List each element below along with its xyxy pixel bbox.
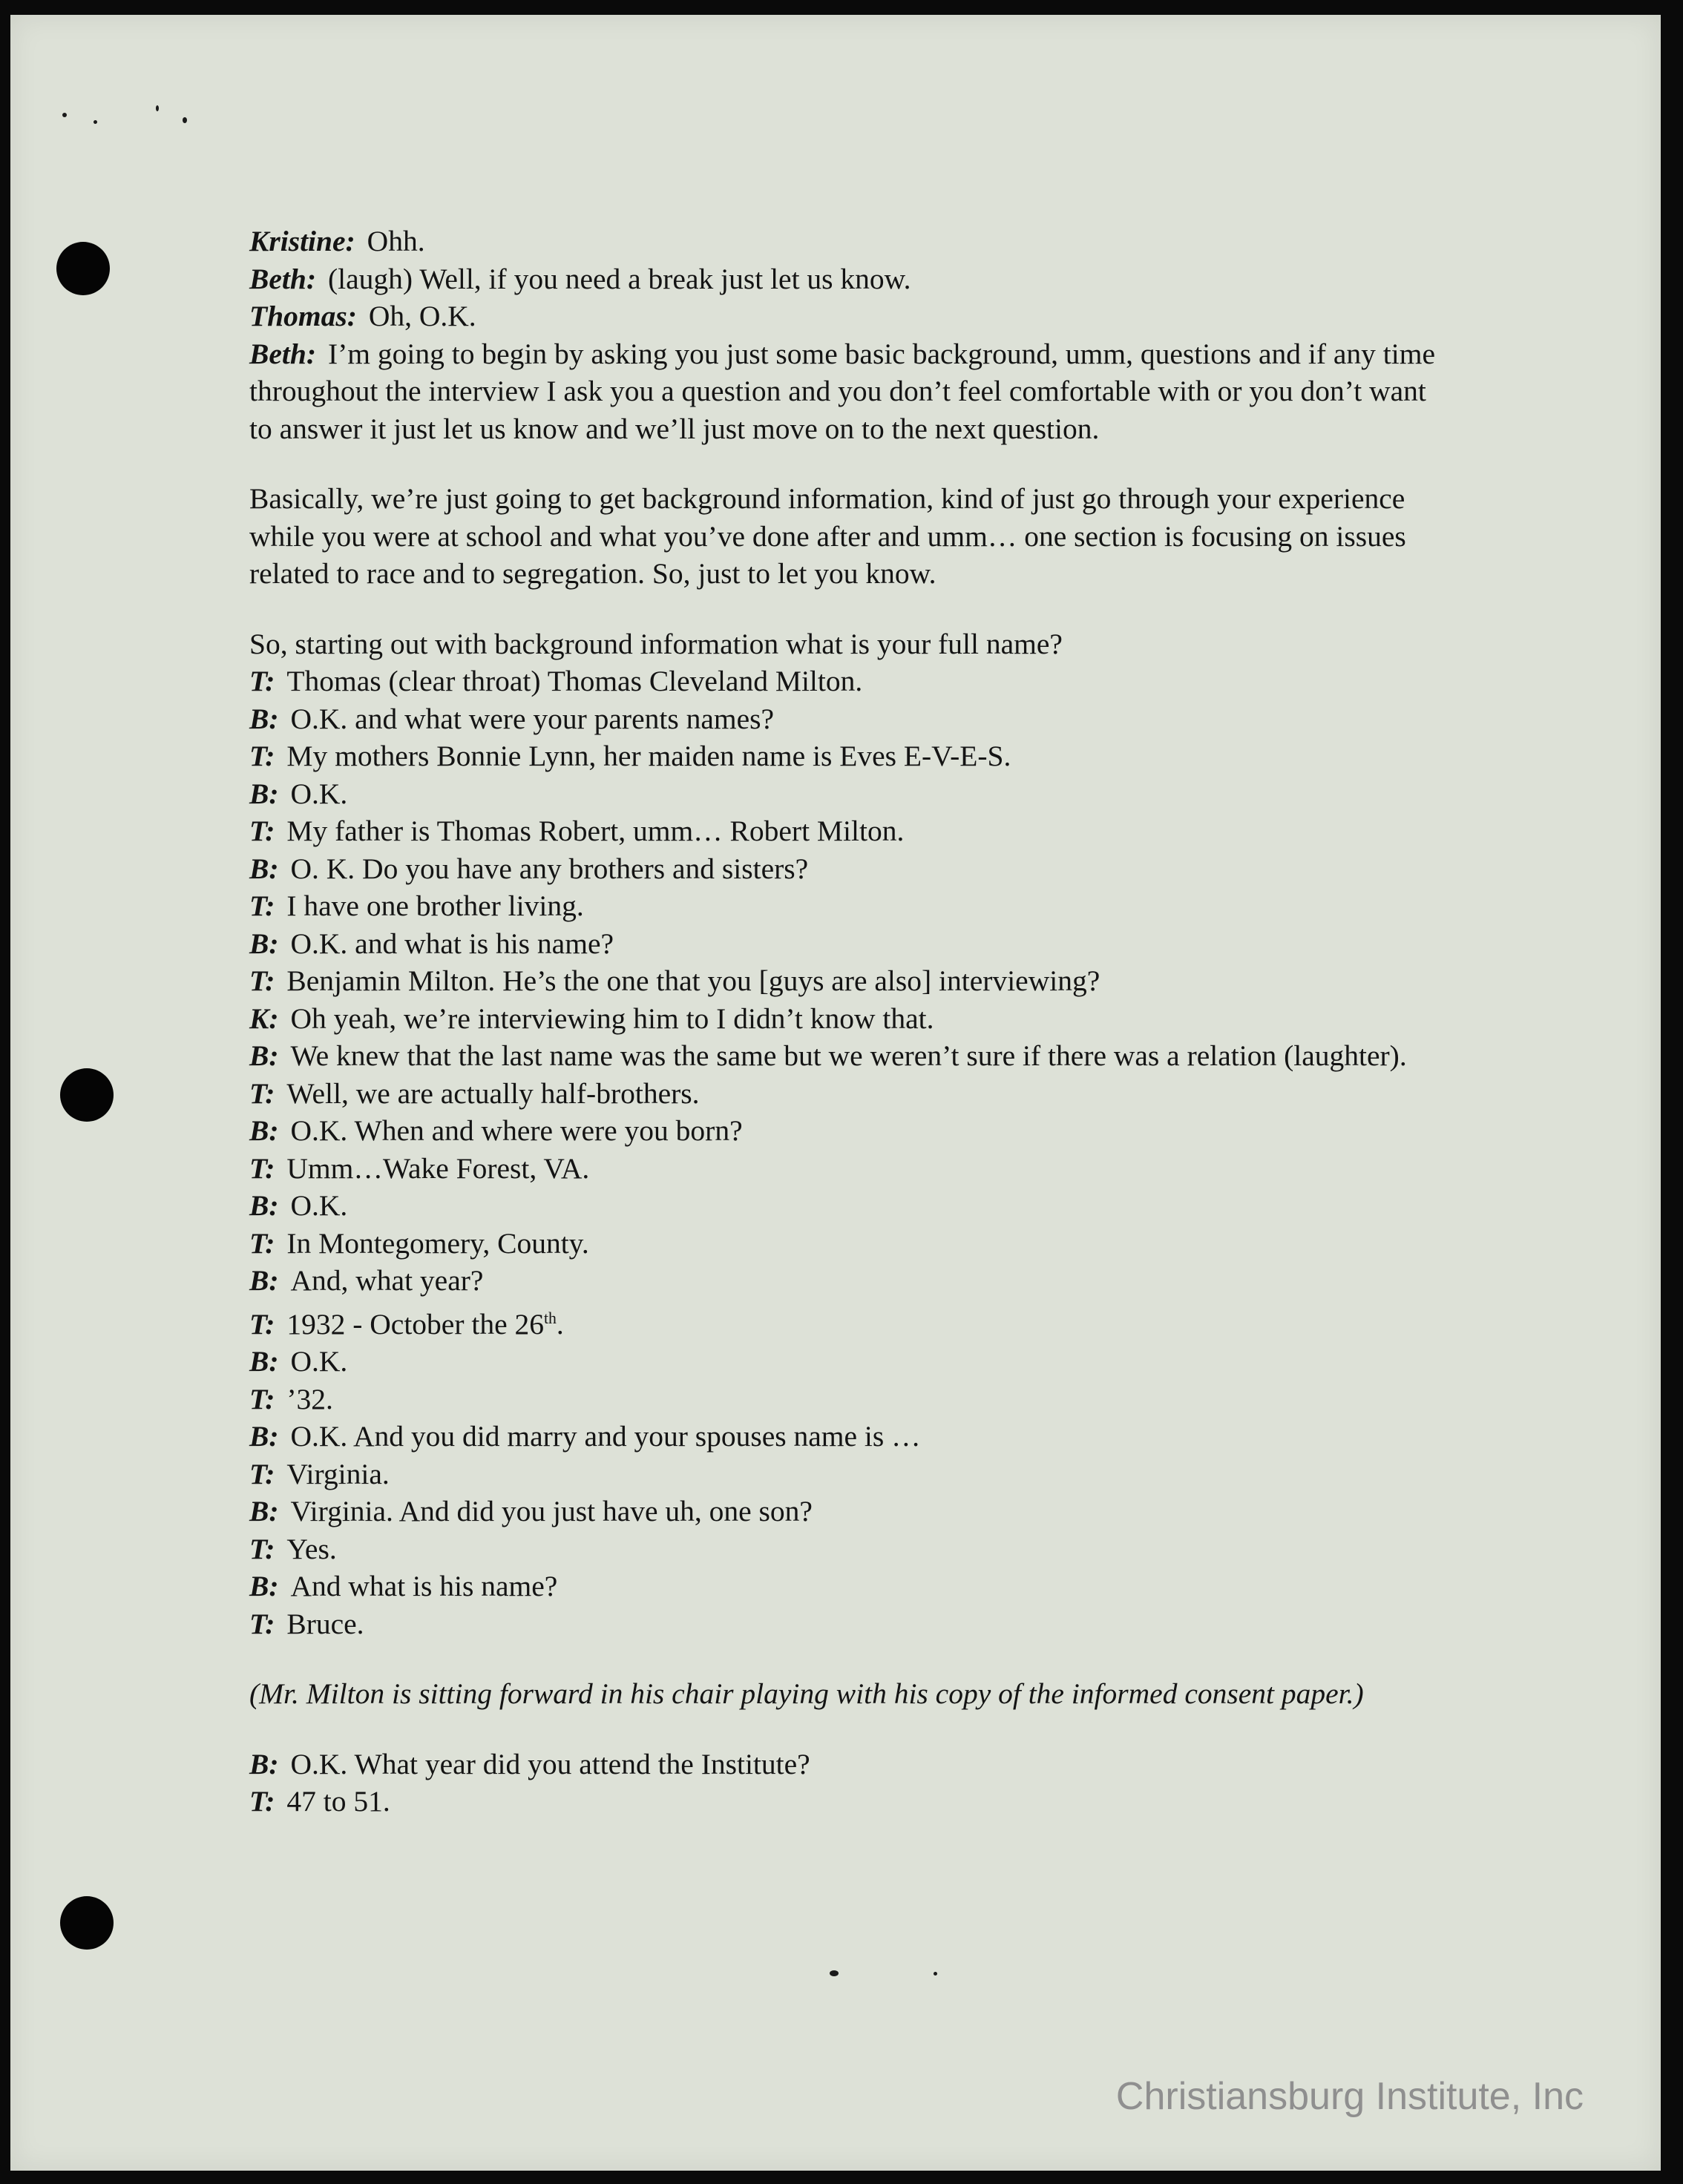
transcript-line — [249, 1000, 1437, 1038]
speaker-label: T: — [249, 815, 275, 847]
speaker-label: B: — [249, 1495, 279, 1528]
speaker-label: T: — [249, 1151, 275, 1185]
speaker-label: Kristine: — [249, 225, 355, 257]
utterance: In Montegomery, County. — [286, 1226, 589, 1260]
utterance: Bruce. — [286, 1607, 364, 1640]
transcript-line — [249, 1225, 1437, 1263]
utterance: O. K. Do you have any brothers and sisters? — [290, 852, 809, 885]
watermark: Christiansburg Institute, Inc — [1115, 2075, 1584, 2118]
transcript-line — [249, 1746, 1437, 1783]
utterance: Oh yeah, we’re interviewing him to I didn’t know that. — [290, 1001, 934, 1035]
utterance: O.K. — [290, 1189, 348, 1222]
utterance: 47 to 51. — [286, 1785, 390, 1818]
utterance: And, what year? — [290, 1264, 484, 1297]
utterance: O.K. — [290, 1345, 348, 1378]
speaker-label: B: — [249, 1189, 279, 1222]
utterance: My father is Thomas Robert, umm… Robert Milton. — [286, 815, 905, 847]
utterance: My mothers Bonnie Lynn, her maiden name is Eves E-V-E-S. — [286, 740, 1011, 772]
transcript-line — [249, 700, 1437, 738]
speaker-label: B: — [249, 1747, 279, 1780]
speaker-label: Beth: — [249, 337, 316, 370]
transcript-line — [249, 1150, 1437, 1188]
utterance: I’m going to begin by asking you just some basic background, umm, questions and if any time throughout the interview I ask you a question and you don’t feel comfortable with or you don’t want to answer it just let us know and we’ll just move on to the next question. — [249, 337, 1435, 445]
utterance: O.K. and what is his name? — [290, 927, 614, 960]
transcript-line — [249, 662, 1437, 700]
speaker-label: T: — [249, 1607, 275, 1640]
speck — [183, 117, 187, 123]
speaker-label: B: — [249, 1039, 279, 1072]
speaker-label: B: — [249, 777, 279, 810]
utterance: O.K. And you did marry and your spouses name is … — [290, 1420, 921, 1453]
speck — [94, 120, 97, 124]
speaker-label: B: — [249, 702, 279, 735]
speaker-label: T: — [249, 665, 275, 697]
speaker-label: K: — [249, 1001, 279, 1035]
utterance: O.K. When and where were you born? — [290, 1114, 743, 1147]
stage-direction: (Mr. Milton is sitting forward in his chair playing with his copy of the informed consent paper.) — [249, 1677, 1364, 1711]
speaker-label: T: — [249, 1076, 275, 1110]
transcript-line — [249, 1037, 1437, 1075]
utterance-end: . — [556, 1307, 564, 1341]
document-page — [10, 15, 1661, 2171]
speaker-label: T: — [249, 1307, 275, 1341]
utterance: And what is his name? — [290, 1570, 558, 1603]
speaker-label: T: — [249, 1226, 275, 1260]
speaker-label: B: — [249, 1264, 279, 1297]
utterance: Thomas (clear throat) Thomas Cleveland Milton. — [286, 665, 863, 697]
speaker-label: B: — [249, 1420, 279, 1453]
utterance: ’32. — [286, 1382, 333, 1415]
transcript-line — [249, 1343, 1437, 1381]
utterance: Benjamin Milton. He’s the one that you [guys are also] interviewing? — [286, 964, 1100, 997]
utterance: We knew that the last name was the same but we weren’t sure if there was a relation (laughter). — [290, 1039, 1407, 1072]
transcript-line — [249, 737, 1437, 775]
ordinal-suffix: th — [544, 1309, 557, 1327]
transcript-line — [249, 1381, 1437, 1418]
transcript-line — [249, 1075, 1437, 1113]
speck — [156, 105, 159, 111]
speaker-label: Beth: — [249, 262, 316, 295]
speaker-label: T: — [249, 889, 275, 922]
background-question: So, starting out with background information what is your full name? — [249, 627, 1063, 660]
speaker-label: T: — [249, 1382, 275, 1415]
utterance: 1932 - October the 26 — [286, 1307, 544, 1341]
transcript-line — [249, 775, 1437, 813]
transcript-text — [249, 223, 1437, 1820]
speaker-label: B: — [249, 1345, 279, 1378]
speaker-label: T: — [249, 740, 275, 772]
speck — [934, 1972, 937, 1976]
transcript-line — [249, 1783, 1437, 1820]
speaker-label: T: — [249, 964, 275, 997]
transcript-line — [249, 1493, 1437, 1530]
speck — [830, 1970, 839, 1976]
utterance: (laugh) Well, if you need a break just let us know. — [327, 262, 911, 295]
transcript-line — [249, 1187, 1437, 1225]
utterance: Umm…Wake Forest, VA. — [286, 1151, 590, 1185]
utterance: Oh, O.K. — [368, 300, 476, 332]
transcript-line — [249, 1112, 1437, 1150]
utterance: Virginia. — [286, 1457, 390, 1490]
transcript-line — [249, 1530, 1437, 1568]
transcript-line — [249, 1262, 1437, 1300]
transcript-line — [249, 962, 1437, 1000]
speaker-label: T: — [249, 1457, 275, 1490]
qa-block — [249, 662, 1437, 1300]
utterance: I have one brother living. — [286, 889, 584, 922]
transcript-line — [249, 1456, 1437, 1493]
speaker-label: B: — [249, 852, 279, 885]
utterance: Virginia. And did you just have uh, one son? — [290, 1495, 813, 1528]
transcript-line — [249, 812, 1437, 850]
qa-block — [249, 1343, 1437, 1642]
transcript-line — [249, 850, 1437, 888]
speaker-label: Thomas: — [249, 300, 357, 332]
utterance: O.K. — [290, 777, 348, 810]
transcript-line — [249, 925, 1437, 963]
speck — [62, 113, 67, 117]
speaker-label: B: — [249, 1570, 279, 1603]
punch-hole-bottom — [60, 1896, 114, 1950]
speaker-label: T: — [249, 1532, 275, 1565]
transcript-line — [249, 1568, 1437, 1605]
transcript-line — [249, 1605, 1437, 1643]
transcript-line — [249, 887, 1437, 925]
transcript-line — [249, 260, 1437, 298]
utterance: O.K. and what were your parents names? — [290, 702, 775, 735]
utterance: Well, we are actually half-brothers. — [286, 1076, 700, 1110]
utterance: Ohh. — [367, 225, 425, 257]
punch-hole-middle — [60, 1068, 114, 1122]
speaker-label: B: — [249, 1114, 279, 1147]
transcript-line — [249, 1300, 1437, 1343]
qa-block — [249, 1746, 1437, 1820]
speaker-label: B: — [249, 927, 279, 960]
utterance: Yes. — [286, 1532, 337, 1565]
transcript-line — [249, 1418, 1437, 1456]
transcript-line — [249, 223, 1437, 260]
transcript-line — [249, 297, 1437, 335]
transcript-paragraph — [249, 335, 1437, 448]
punch-hole-top — [56, 242, 110, 295]
utterance: O.K. What year did you attend the Institute? — [290, 1747, 810, 1780]
speaker-label: T: — [249, 1785, 275, 1818]
intro-paragraph: Basically, we’re just going to get background information, kind of just go through your experience while you were at school and what you’ve done after and umm… one section is focusing on issues related to race and to segregation. So, just to let you know. — [249, 482, 1406, 590]
